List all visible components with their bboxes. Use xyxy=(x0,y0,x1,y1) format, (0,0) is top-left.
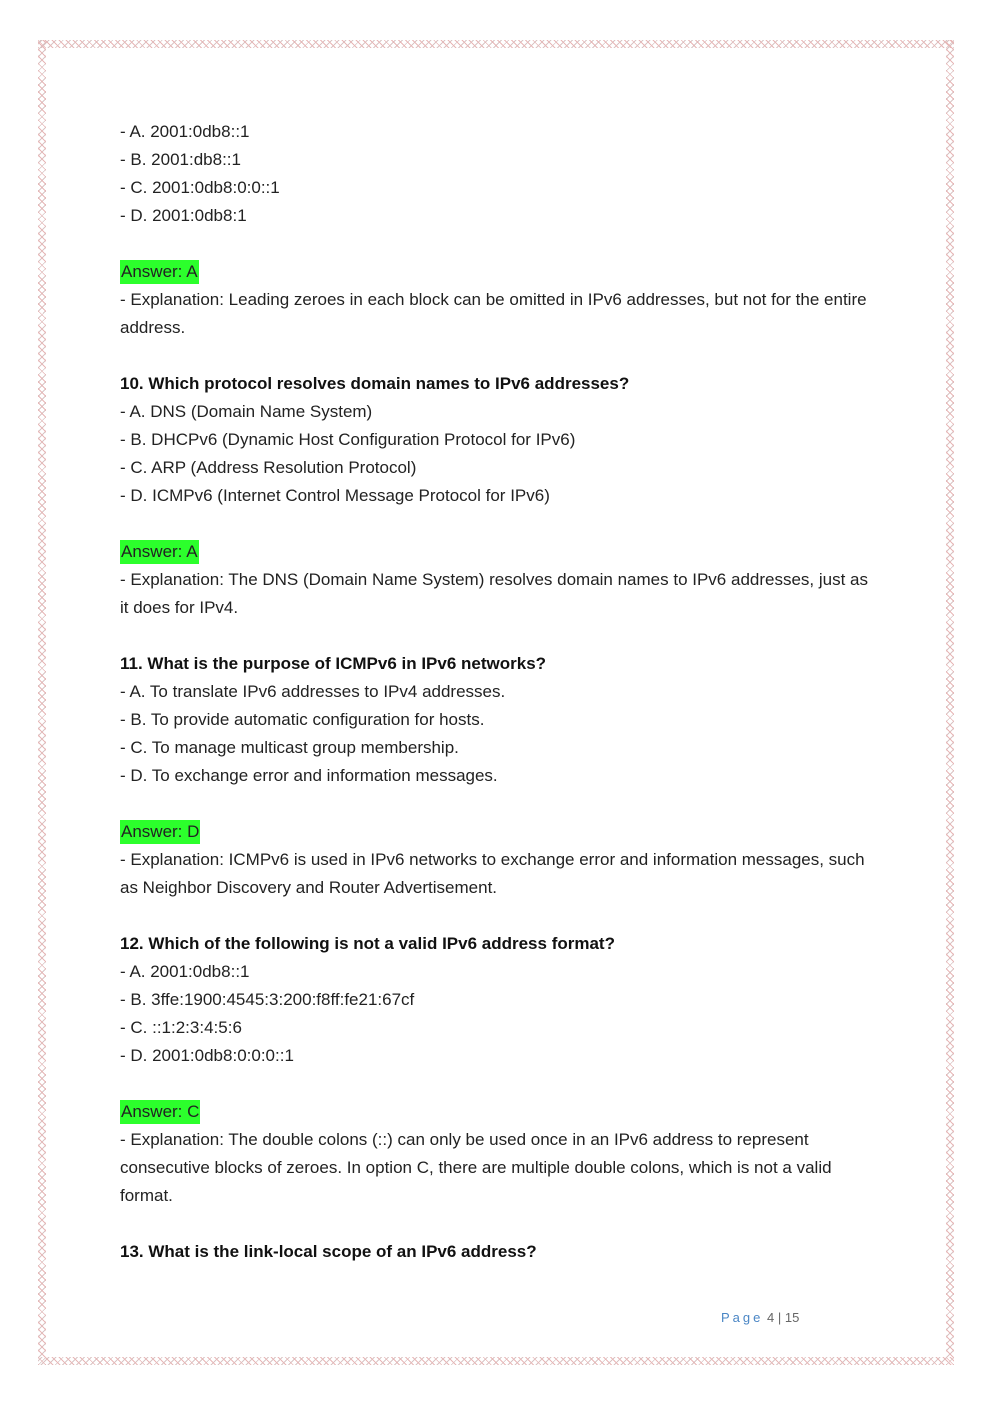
page-border-right xyxy=(946,40,954,1365)
question-13-block xyxy=(120,1238,880,1266)
option-b: - B. 2001:db8::1 xyxy=(120,150,241,169)
option-a: - A. 2001:0db8::1 xyxy=(120,122,250,141)
explanation: - Explanation: ICMPv6 is used in IPv6 networks to exchange error and information messages, such as Neighbor Discovery and Router Advertisement. xyxy=(120,850,870,897)
page-number: 4 xyxy=(767,1310,775,1325)
option-b: - B. 3ffe:1900:4545:3:200:f8ff:fe21:67cf xyxy=(120,990,415,1009)
option-d: - D. To exchange error and information messages. xyxy=(120,766,498,785)
explanation: - Explanation: The double colons (::) can only be used once in an IPv6 address to represent consecutive blocks of zeroes. In option C, there are multiple double colons, which is not a valid format. xyxy=(120,1130,837,1205)
option-d: - D. 2001:0db8:0:0:0::1 xyxy=(120,1046,294,1065)
page-border-bottom xyxy=(38,1357,954,1365)
answer-highlight: Answer: A xyxy=(120,540,199,564)
page-separator: | xyxy=(777,1310,782,1325)
question-title: 12. Which of the following is not a valid IPv6 address format? xyxy=(120,934,615,953)
option-a: - A. 2001:0db8::1 xyxy=(120,962,250,981)
option-c: - C. ARP (Address Resolution Protocol) xyxy=(120,458,417,477)
answer-highlight: Answer: D xyxy=(120,820,200,844)
page-border-top xyxy=(38,40,954,48)
question-11-block xyxy=(120,650,880,902)
answer-highlight: Answer: C xyxy=(120,1100,200,1124)
explanation: - Explanation: Leading zeroes in each block can be omitted in IPv6 addresses, but not for the entire address. xyxy=(120,290,872,337)
option-b: - B. DHCPv6 (Dynamic Host Configuration Protocol for IPv6) xyxy=(120,430,576,449)
question-title: 13. What is the link-local scope of an IPv6 address? xyxy=(120,1242,537,1261)
question-9-block xyxy=(120,118,880,342)
option-c: - C. To manage multicast group membership. xyxy=(120,738,459,757)
option-c: - C. 2001:0db8:0:0::1 xyxy=(120,178,280,197)
page-border-left xyxy=(38,40,46,1365)
question-10-block xyxy=(120,370,880,622)
option-c: - C. ::1:2:3:4:5:6 xyxy=(120,1018,242,1037)
total-pages: 15 xyxy=(784,1310,800,1325)
question-title: 11. What is the purpose of ICMPv6 in IPv6 networks? xyxy=(120,654,547,673)
question-title: 10. Which protocol resolves domain names to IPv6 addresses? xyxy=(120,374,630,393)
option-b: - B. To provide automatic configuration for hosts. xyxy=(120,710,485,729)
answer-highlight: Answer: A xyxy=(120,260,199,284)
question-12-block xyxy=(120,930,880,1210)
option-d: - D. ICMPv6 (Internet Control Message Protocol for IPv6) xyxy=(120,486,550,505)
explanation: - Explanation: The DNS (Domain Name System) resolves domain names to IPv6 addresses, just as it does for IPv4. xyxy=(120,570,873,617)
option-a: - A. To translate IPv6 addresses to IPv4 addresses. xyxy=(120,682,506,701)
document-body xyxy=(120,118,880,1266)
option-d: - D. 2001:0db8:1 xyxy=(120,206,247,225)
option-a: - A. DNS (Domain Name System) xyxy=(120,402,373,421)
page-footer xyxy=(721,1310,799,1325)
page-label: Page xyxy=(721,1310,764,1325)
